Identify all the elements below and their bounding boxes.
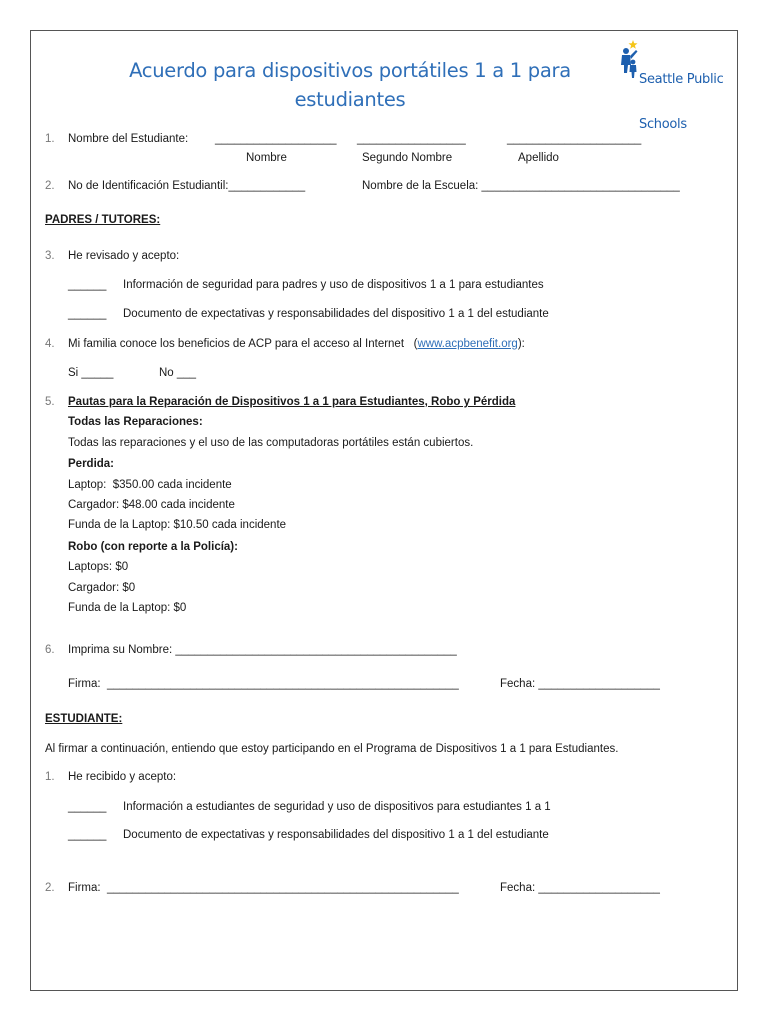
loss-case: Funda de la Laptop: $10.50 cada incidente	[68, 519, 287, 531]
student-signature-field[interactable]: Firma: _______________________________________________________	[68, 882, 459, 894]
parent-check-1-blank[interactable]: ______	[68, 279, 107, 291]
student-check-2-blank[interactable]: ______	[68, 829, 107, 841]
q3-number: 3.	[45, 250, 55, 262]
q4-number: 4.	[45, 338, 55, 350]
student-check-2-text: Documento de expectativas y responsabilidades del dispositivo 1 a 1 del estudiante	[123, 829, 549, 841]
student-q1-label: He recibido y acepto:	[68, 771, 177, 783]
q3-label: He revisado y acepto:	[68, 250, 180, 262]
theft-heading: Robo (con reporte a la Policía):	[68, 541, 238, 553]
logo-text	[639, 42, 723, 162]
q1-number: 1.	[45, 133, 55, 145]
theft-laptops: Laptops: $0	[68, 561, 129, 573]
title-line-2: estudiantes	[294, 88, 406, 111]
first-name-caption: Nombre	[246, 152, 287, 164]
loss-heading: Perdida:	[68, 458, 115, 470]
theft-case: Funda de la Laptop: $0	[68, 602, 187, 614]
repair-guidelines-heading: Pautas para la Reparación de Dispositivos 1 a 1 para Estudiantes, Robo y Pérdida	[68, 396, 516, 408]
acp-benefit-link[interactable]: www.acpbenefit.org	[417, 338, 518, 350]
parent-signature-field[interactable]: Firma: _______________________________________________________	[68, 678, 459, 690]
school-name-field[interactable]: Nombre de la Escuela: _______________________________	[362, 180, 680, 192]
student-date-field[interactable]: Fecha: ___________________	[500, 882, 660, 894]
parent-check-2-text: Documento de expectativas y responsabilidades del dispositivo 1 a 1 del estudiante	[123, 308, 549, 320]
loss-laptop: Laptop: $350.00 cada incidente	[68, 479, 232, 491]
q4-text-start: Mi familia conoce los beneficios de ACP para el acceso al Internet (	[68, 338, 418, 350]
repairs-heading: Todas las Reparaciones:	[68, 416, 203, 428]
last-name-caption: Apellido	[518, 152, 559, 164]
parents-heading: PADRES / TUTORES:	[45, 214, 161, 226]
q5-number: 5.	[45, 396, 55, 408]
q4-text	[68, 338, 525, 350]
last-name-blank[interactable]: _____________________	[507, 133, 642, 145]
parent-print-name-field[interactable]: Imprima su Nombre: ____________________________________________	[68, 644, 457, 656]
acp-no-field[interactable]: No ___	[159, 367, 197, 379]
q4-text-end: ):	[517, 338, 525, 350]
q2-number: 2.	[45, 180, 55, 192]
parent-date-field[interactable]: Fecha: ___________________	[500, 678, 660, 690]
first-name-blank[interactable]: ___________________	[215, 133, 337, 145]
theft-charger: Cargador: $0	[68, 582, 136, 594]
parent-check-1-text: Información de seguridad para padres y uso de dispositivos 1 a 1 para estudiantes	[123, 279, 544, 291]
student-heading: ESTUDIANTE:	[45, 713, 123, 725]
parent-check-2-blank[interactable]: ______	[68, 308, 107, 320]
logo-line-1: Seattle Public	[639, 72, 724, 87]
student-id-field[interactable]: No de Identificación Estudiantil:____________	[68, 180, 306, 192]
seattle-public-schools-logo	[617, 38, 737, 132]
student-check-1-text: Información a estudiantes de seguridad y uso de dispositivos para estudiantes 1 a 1	[123, 801, 551, 813]
title-line-1: Acuerdo para dispositivos portátiles 1 a 1 para	[129, 59, 571, 82]
student-name-label: Nombre del Estudiante:	[68, 133, 189, 145]
document-title	[120, 56, 580, 114]
student-intro: Al firmar a continuación, entiendo que estoy participando en el Programa de Dispositivos 1 a 1 para Estudiantes.	[45, 743, 619, 755]
middle-name-blank[interactable]: _________________	[357, 133, 466, 145]
acp-yes-field[interactable]: Si _____	[68, 367, 114, 379]
student-q2-number: 2.	[45, 882, 55, 894]
loss-charger: Cargador: $48.00 cada incidente	[68, 499, 235, 511]
logo-line-2: Schools	[639, 117, 687, 132]
q6-number: 6.	[45, 644, 55, 656]
student-check-1-blank[interactable]: ______	[68, 801, 107, 813]
repairs-text: Todas las reparaciones y el uso de las computadoras portátiles están cubiertos.	[68, 437, 474, 449]
logo-figures-icon	[617, 38, 641, 80]
middle-name-caption: Segundo Nombre	[362, 152, 453, 164]
student-q1-number: 1.	[45, 771, 55, 783]
